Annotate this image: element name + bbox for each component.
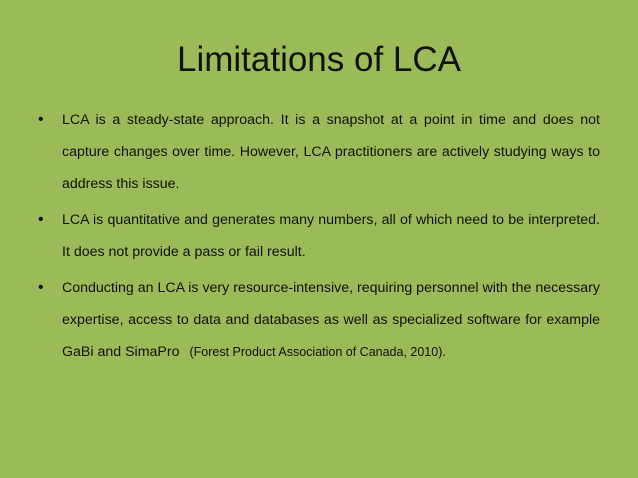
- bullet-text: Conducting an LCA is very resource-intensive, requiring personnel with the necessary expertise, access to data and databases as well as specialized software for example GaBi and SimaPro: [62, 280, 600, 360]
- bullet-item: [38, 104, 600, 200]
- bullet-item: [38, 272, 600, 368]
- bullet-text: LCA is a steady-state approach. It is a snapshot at a point in time and does not capture changes over time. However, LCA practitioners are actively studying ways to address this issue.: [62, 112, 600, 192]
- bullet-list: [38, 104, 600, 372]
- slide-title: Limitations of LCA: [176, 40, 462, 79]
- bullet-dot-icon: •: [38, 279, 44, 296]
- bullet-dot-icon: •: [38, 211, 44, 228]
- bullet-item: [38, 204, 600, 268]
- bullet-dot-icon: •: [38, 111, 44, 128]
- citation: (Forest Product Association of Canada, 2010).: [189, 345, 446, 359]
- bullet-text: LCA is quantitative and generates many numbers, all of which need to be interpreted. It does not provide a pass or fail result.: [62, 212, 600, 260]
